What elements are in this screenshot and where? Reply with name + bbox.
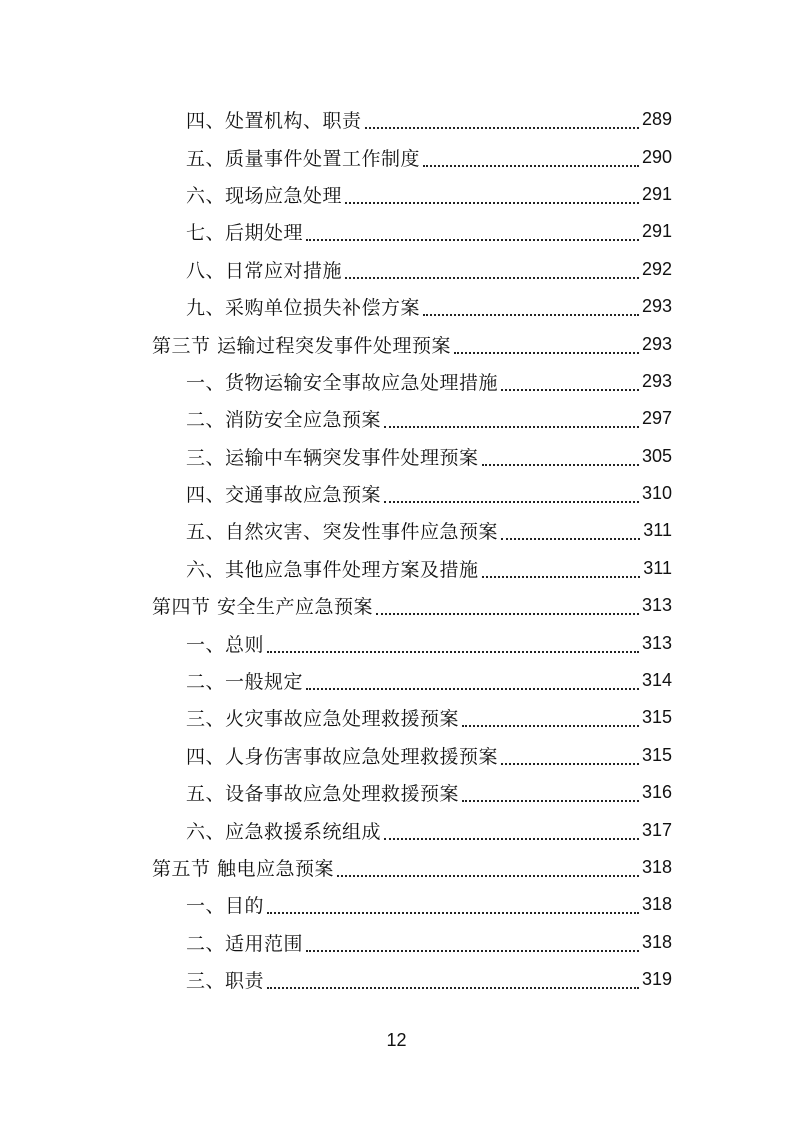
toc-entry[interactable] [0, 811, 793, 848]
toc-dot-leader [384, 425, 639, 428]
toc-dot-leader [267, 911, 639, 914]
toc-entry-page: 297 [641, 408, 672, 429]
toc-entry-page: 310 [641, 483, 672, 504]
toc-entry-page: 318 [641, 857, 672, 877]
toc-entry-title: 四、交通事故应急预案 [186, 484, 382, 507]
toc-entry-title: 七、后期处理 [186, 222, 304, 245]
toc-section-entry[interactable] [0, 325, 793, 362]
toc-entry[interactable] [0, 774, 793, 811]
toc-entry[interactable] [0, 624, 793, 661]
toc-entry[interactable] [0, 288, 793, 325]
toc-entry-page: 318 [641, 894, 672, 915]
toc-entry-page: 314 [641, 670, 672, 691]
toc-entry-page: 315 [641, 707, 672, 728]
toc-entry-title: 一、货物运输安全事故应急处理措施 [186, 371, 499, 394]
toc-entry[interactable] [0, 213, 793, 250]
toc-entry-page: 293 [641, 370, 672, 391]
toc-dot-leader [306, 238, 639, 241]
toc-entry-page: 290 [641, 146, 672, 167]
toc-entry[interactable] [0, 924, 793, 961]
toc-entry-title: 四、处置机构、职责 [186, 110, 362, 133]
toc-dot-leader [337, 874, 639, 877]
toc-section-entry[interactable] [0, 849, 793, 886]
toc-dot-leader [306, 949, 639, 952]
toc-entry-title: 八、日常应对措施 [186, 259, 343, 282]
toc-entry[interactable] [0, 176, 793, 213]
toc-entry[interactable] [0, 512, 793, 549]
toc-entry-title: 二、适用范围 [186, 932, 304, 955]
toc-entry[interactable] [0, 699, 793, 736]
toc-entry-page: 289 [641, 109, 672, 130]
toc-entry-title: 第四节 安全生产应急预案 [152, 596, 374, 619]
page-number: 12 [386, 1030, 407, 1050]
toc-entry[interactable] [0, 438, 793, 475]
toc-entry-page: 291 [641, 183, 672, 204]
toc-entry-page: 319 [641, 969, 672, 990]
toc-dot-leader [384, 500, 639, 503]
toc-dot-leader [267, 650, 639, 653]
toc-dot-leader [345, 276, 639, 279]
toc-dot-leader [384, 837, 639, 840]
toc-entry-page: 317 [641, 819, 672, 840]
toc-entry[interactable] [0, 475, 793, 512]
toc-dot-leader [267, 986, 639, 989]
toc-entry-title: 二、一般规定 [186, 671, 304, 694]
toc-entry-page: 316 [641, 782, 672, 803]
toc-dot-leader [365, 126, 639, 129]
toc-dot-leader [454, 351, 639, 354]
toc-dot-leader [306, 687, 639, 690]
toc-entry-title: 三、火灾事故应急处理救援预案 [186, 708, 460, 731]
toc-entry[interactable] [0, 138, 793, 175]
toc-entry-title: 第五节 触电应急预案 [152, 858, 335, 880]
toc-dot-leader [501, 762, 639, 765]
toc-entry-title: 四、人身伤害事故应急处理救援预案 [186, 745, 499, 768]
toc-entry-page: 313 [641, 632, 672, 653]
toc-entry[interactable] [0, 550, 793, 587]
toc-entry[interactable] [0, 961, 793, 998]
toc-dot-leader [423, 164, 639, 167]
toc-dot-leader [462, 724, 639, 727]
toc-entry[interactable] [0, 886, 793, 923]
toc-entry-page: 292 [641, 258, 672, 279]
toc-entry[interactable] [0, 662, 793, 699]
toc-entry-page: 305 [641, 445, 672, 466]
toc-entry-title: 二、消防安全应急预案 [186, 409, 382, 432]
toc-dot-leader [482, 463, 639, 466]
toc-entry-title: 五、质量事件处置工作制度 [186, 147, 421, 170]
toc-dot-leader [501, 388, 639, 391]
toc-entry-title: 九、采购单位损失补偿方案 [186, 297, 421, 320]
toc-entry-title: 五、自然灾害、突发性事件应急预案 [186, 521, 499, 544]
toc-entry-page: 293 [641, 333, 672, 354]
toc-entry-page: 313 [641, 595, 672, 616]
toc-entry-page: 293 [641, 296, 672, 317]
toc-entry[interactable] [0, 101, 793, 138]
toc-entry-title: 一、目的 [186, 895, 265, 918]
toc-entry-page: 315 [641, 744, 672, 765]
toc-entry-title: 三、运输中车辆突发事件处理预案 [186, 446, 479, 469]
toc-entry-title: 第三节 运输过程突发事件处理预案 [152, 334, 452, 357]
toc-dot-leader [501, 537, 640, 540]
toc-dot-leader [423, 313, 639, 316]
table-of-contents [0, 101, 793, 998]
toc-dot-leader [376, 612, 639, 615]
toc-dot-leader [482, 575, 641, 578]
toc-section-entry[interactable] [0, 587, 793, 624]
toc-entry-page: 318 [641, 931, 672, 952]
toc-dot-leader [462, 799, 639, 802]
toc-entry-title: 三、职责 [186, 970, 265, 993]
toc-entry-title: 六、其他应急事件处理方案及措施 [186, 558, 479, 581]
toc-entry[interactable] [0, 737, 793, 774]
toc-dot-leader [345, 201, 639, 204]
toc-entry[interactable] [0, 251, 793, 288]
toc-entry[interactable] [0, 400, 793, 437]
toc-entry-page: 311 [643, 520, 672, 541]
toc-entry-title: 六、应急救援系统组成 [186, 820, 382, 843]
toc-entry-page: 291 [641, 221, 672, 242]
toc-entry-title: 六、现场应急处理 [186, 184, 343, 207]
toc-entry-page: 311 [643, 557, 672, 578]
toc-entry-title: 一、总则 [186, 633, 265, 656]
toc-entry-title: 五、设备事故应急处理救援预案 [186, 783, 460, 806]
toc-entry[interactable] [0, 363, 793, 400]
